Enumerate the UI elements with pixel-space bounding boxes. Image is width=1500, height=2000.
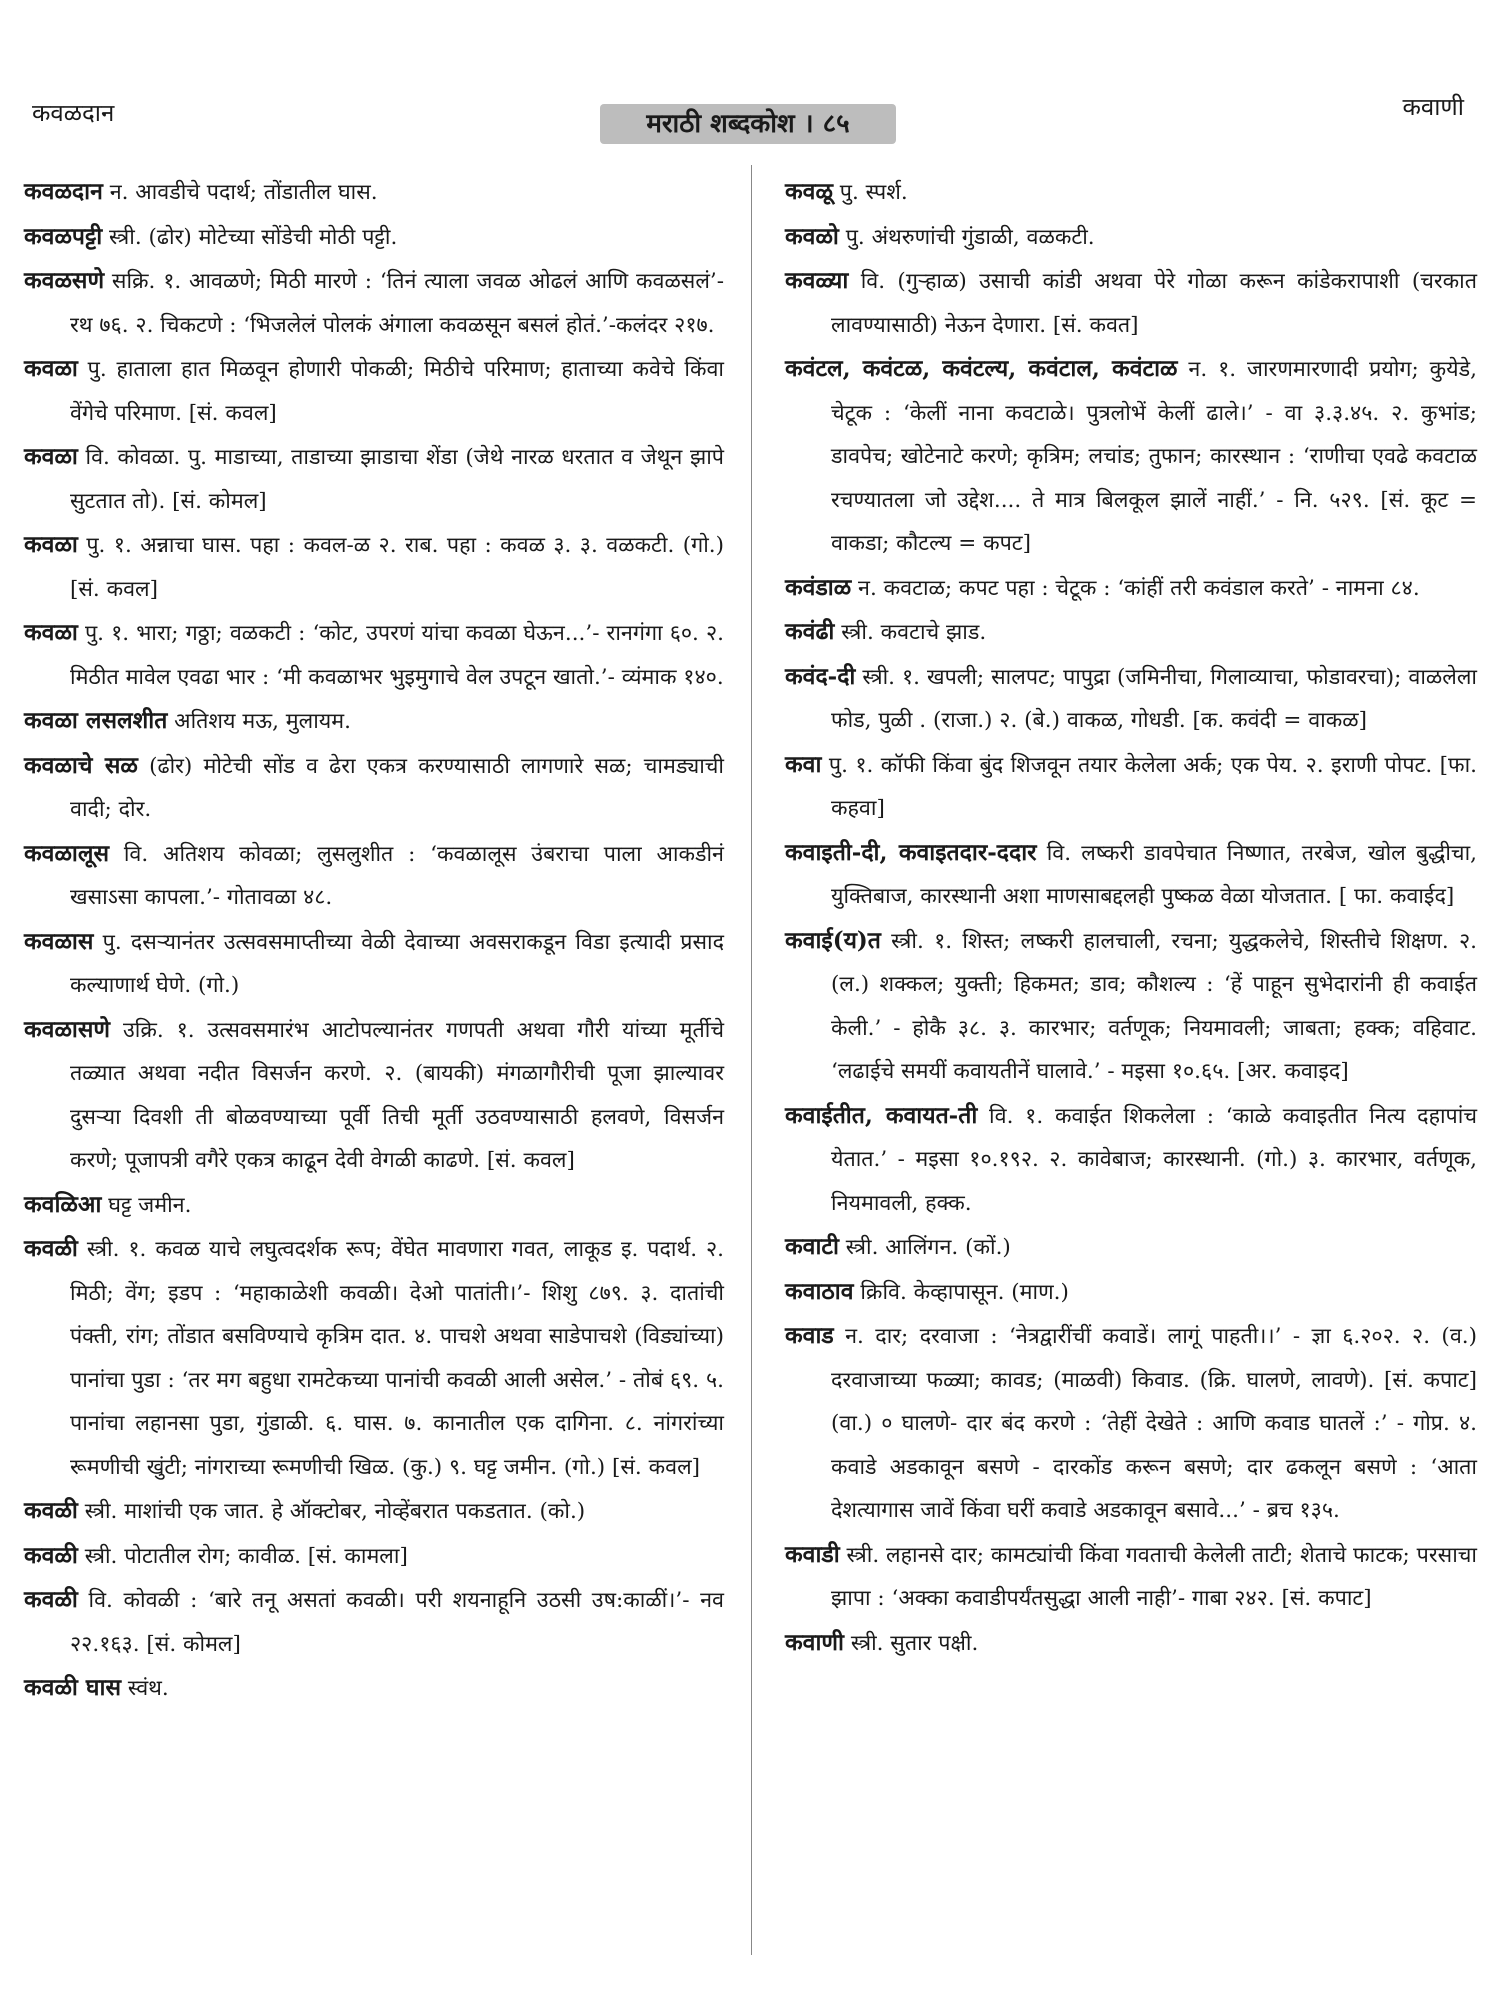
dictionary-entry [24, 259, 724, 347]
page-title: मराठी शब्दकोश । ८५ [600, 104, 896, 144]
definition: वि. कोवळी : ‘बारे तनू असतां कवळी। परी शयनाहूनि उठसी उष:काळीं।’- नव २२.१६३. [सं. कोमल] [70, 1588, 724, 1657]
definition: पु. अंथरुणांची गुंडाळी, वळकटी. [838, 224, 1095, 250]
definition: सक्रि. १. आवळणे; मिठी मारणे : ‘तिनं त्याला जवळ ओढलं आणि कवळसलं’- रथ ७६. २. चिकटणे : ‘भिजलेलं पोलकं अंगाला कवळसून बसलं होतं.’-कलंदर २१७. [70, 269, 724, 338]
dictionary-entry [24, 1534, 724, 1579]
dictionary-entry [785, 1094, 1477, 1226]
headword: कवळी [24, 1541, 78, 1569]
definition: स्वंथ. [121, 1676, 169, 1701]
headword: कवळासणे [24, 1015, 111, 1043]
dictionary-entry [785, 1270, 1477, 1315]
definition: पु. हाताला हात मिळवून होणारी पोकळी; मिठीचे परिमाण; हाताच्या कवेचे किंवा वेंगेचे परिमाण. [सं. कवल] [70, 357, 724, 426]
headword: कवंद-दी [785, 662, 856, 690]
dictionary-entry [785, 170, 1477, 215]
dictionary-entry [785, 743, 1477, 831]
dictionary-entry [24, 1578, 724, 1666]
definition: अतिशय मऊ, मुलायम. [167, 709, 351, 734]
headword: कवळी [24, 1586, 78, 1613]
dictionary-entry [785, 1314, 1477, 1533]
headword: कवाणी [785, 1628, 844, 1656]
dictionary-entry [24, 435, 724, 523]
definition: न. कवटाळ; कपट पहा : चेटूक : ‘कांहीं तरी कवंडाल करते’ - नामना ८४. [851, 575, 1420, 601]
definition: स्त्री. कवटाचे झाड. [834, 620, 987, 645]
headword: कवळसणे [24, 267, 105, 294]
definition: पु. १. कॉफी किंवा बुंद शिजवून तयार केलेला अर्क; एक पेय. २. इराणी पोपट. [फा. कहवा] [821, 752, 1477, 821]
dictionary-entry [24, 1008, 724, 1183]
headword: कवळा लसलशीत [24, 707, 168, 734]
headword: कवंडाळ [785, 573, 852, 601]
definition: क्रिवि. केव्हापासून. (माण.) [853, 1279, 1069, 1305]
left-column [24, 170, 724, 1711]
definition: वि. (गुऱ्हाळ) उसाची कांडी अथवा पेरे गोळा करून कांडेकरापाशी (चरकात लावण्यासाठी) नेऊन देणारा. [सं. कवत] [831, 269, 1477, 338]
column-divider [751, 165, 752, 1955]
dictionary-entry [785, 655, 1477, 743]
headword: कवाई(य)त [785, 926, 881, 954]
definition: उक्रि. १. उत्सवसमारंभ आटोपल्यानंतर गणपती अथवा गौरी यांच्या मूर्तीचे तळ्यात अथवा नदीत विसर्जन करणे. २. (बायकी) मंगळागौरीची पूजा झाल्यावर दुसऱ्या दिवशी ती बोळवण्याच्या पूर्वी तिची मूर्ती उठवण्यासाठी हलवणे, विसर्जन करणे; पूजापत्री वगैरे एकत्र काढून देवी वेगळी काढणे. [सं. कवल] [70, 1017, 724, 1173]
dictionary-entry [24, 699, 724, 744]
dictionary-entry [785, 347, 1477, 566]
definition: स्त्री. १. खपली; सालपट; पापुद्रा (जमिनीचा, गिलाव्याचा, फोडावरचा); वाळलेला फोड, पुळी . (राजा.) २. (बे.) वाकळ, गोधडी. [क. कवंदी = वाकळ] [831, 664, 1477, 733]
definition: स्त्री. आलिंगन. (कों.) [838, 1235, 1011, 1260]
definition: पु. स्पर्श. [832, 180, 908, 205]
right-column [785, 170, 1477, 1665]
dictionary-entry [785, 610, 1477, 655]
definition: वि. १. कवाईत शिकलेला : ‘काळे कवाइतीत नित्य दहापांच येतात.’ - मइसा १०.१९२. २. कावेबाज; कारस्थानी. (गो.) ३. कारभार, वर्तणूक, नियमावली, हक्क. [831, 1103, 1477, 1216]
headword: कवळी घास [24, 1674, 121, 1701]
dictionary-entry [785, 1621, 1477, 1666]
dictionary-entry [785, 919, 1477, 1094]
headword: कवाइती-दी, कवाइतदार-ददार [785, 838, 1037, 866]
headword: कवळाचे सळ [24, 751, 138, 779]
dictionary-entry [24, 523, 724, 611]
headword: कवळपट्टी [24, 222, 103, 250]
dictionary-entry [785, 259, 1477, 347]
definition: स्त्री. १. शिस्त; लष्करी हालचाली, रचना; युद्धकलेचे, शिस्तीचे शिक्षण. २. (ल.) शक्कल; युक्ती; हिकमत; डाव; कौशल्य : ‘हें पाहून सुभेदारांनी ही कवाईत केली.’ - होकै ३८. ३. कारभार; वर्तणूक; नियमावली; जाबता; हक्क; वहिवाट. ‘लढाईचे समयीं कवायतीनें घालावे.’ - मइसा १०.६५. [अर. कवाइद] [831, 928, 1477, 1084]
definition: स्त्री. लहानसे दार; कामट्यांची किंवा गवताची केलेली ताटी; शेताचे फाटक; परसाचा झापा : ‘अक्का कवाडीपर्यंतसुद्धा आली नाही’- गाबा २४२. [सं. कपाट] [831, 1542, 1477, 1611]
dictionary-entry [785, 831, 1477, 919]
dictionary-entry [24, 1489, 724, 1534]
headword: कवळ्या [785, 267, 849, 294]
dictionary-entry [24, 215, 724, 260]
headword: कवंटल, कवंटळ, कवंटल्य, कवंटाल, कवंटाळ [785, 355, 1178, 382]
headword: कवा [785, 750, 822, 778]
definition: स्त्री. पोटातील रोग; कावीळ. [सं. कामला] [77, 1543, 408, 1569]
headword: कवाईतीत, कवायत-ती [785, 1101, 978, 1129]
dictionary-entry [24, 170, 724, 215]
dictionary-entry [785, 566, 1477, 611]
headword: कवळी [24, 1235, 78, 1262]
headword: कवळो [785, 222, 839, 250]
dictionary-entry [24, 347, 724, 435]
headword: कवळी [24, 1497, 78, 1524]
dictionary-entry [785, 1225, 1477, 1270]
dictionary-entry [24, 611, 724, 699]
headword: कवळदान [24, 178, 103, 205]
definition: न. आवडीचे पदार्थ; तोंडातील घास. [102, 180, 378, 205]
right-guide-word: कवाणी [1402, 93, 1464, 121]
definition: पु. १. अन्नाचा घास. पहा : कवल-ळ २. राब. पहा : कवळ ३. ३. वळकटी. (गो.) [सं. कवल] [70, 533, 724, 602]
definition: वि. लष्करी डावपेचात निष्णात, तरबेज, खोल बुद्धीचा, युक्तिबाज, कारस्थानी अशा माणसाबद्दलही पुष्कळ वेळा योजतात. [ फा. कवाईद] [831, 840, 1477, 909]
headword: कवाडी [785, 1540, 840, 1568]
definition: न. दार; दरवाजा : ‘नेत्रद्वारींचीं कवाडें। लागूं पाहती।।’ - ज्ञा ६.२०२. २. (व.) दरवाजाच्या फळ्या; कावड; (माळवी) किवाड. (क्रि. घालणे, लावणे). [सं. कपाट] (वा.) ० घालणे- दार बंद करणे : ‘तेहीं देखेते : आणि कवाड घातलें :’ - गोप्र. ४. कवाडे अडकावून बसणे - दारकोंड करून बसणे; दार ढकलून बसणे : ‘आता देशत्यागास जावें किंवा घरीं कवाडे अडकावून बसावे...’ - ब्रच १३५. [831, 1324, 1477, 1523]
dictionary-entry [24, 744, 724, 832]
dictionary-entry [785, 215, 1477, 260]
definition: न. १. जारणमारणादी प्रयोग; कुयेडे, चेटूक : ‘केलीं नाना कवटाळे। पुत्रलोभें केलीं ढाले।’ - वा ३.३.४५. २. कुभांड; डावपेच; खोटेनाटे करणे; कृत्रिम; लचांड; तुफान; कारस्थान : ‘राणीचा एवढे कवटाळ रचण्यातला जो उद्देश.... ते मात्र बिलकूल झालें नाहीं.’ - नि. ५२९. [सं. कूट = वाकडा; कौटल्य = कपट] [831, 357, 1477, 556]
headword: कवाड [785, 1322, 834, 1349]
left-guide-word: कवळदान [32, 99, 115, 127]
headword: कवळिआ [24, 1190, 102, 1218]
definition: स्त्री. (ढोर) मोटेच्या सोंडेची मोठी पट्टी. [102, 224, 398, 250]
headword: कवळू [785, 178, 833, 205]
definition: (ढोर) मोटेची सोंड व ढेरा एकत्र करण्यासाठी लागणारे सळ; चामड्याची वादी; दोर. [70, 753, 724, 822]
headword: कवळा [24, 619, 78, 646]
definition: पु. दसऱ्यानंतर उत्सवसमाप्तीच्या वेळी देवाच्या अवसराकडून विडा इत्यादी प्रसाद कल्याणार्थ घेणे. (गो.) [70, 929, 724, 998]
headword: कवाटी [785, 1233, 839, 1260]
headword: कवंढी [785, 618, 835, 645]
dictionary-entry [24, 1183, 724, 1228]
headword: कवळा [24, 531, 78, 558]
definition: स्त्री. १. कवळ याचे लघुत्वदर्शक रूप; वेंघेत मावणारा गवत, लाकूड इ. पदार्थ. २. मिठी; वेंग; इडप : ‘महाकाळेशी कवळी। देओ पातांती।’- शिशु ८७९. ३. दातांची पंक्ती, रांग; तोंडात बसविण्याचे कृत्रिम दात. ४. पाचशे अथवा साडेपाचशे (विड्यांच्या) पानांचा पुडा : ‘तर मग बहुधा रामटेकच्या पानांची कवळी आली असेल.’ - तोबं ६९. ५. पानांचा लहानसा पुडा, गुंडाळी. ६. घास. ७. कानातील एक दागिना. ८. नांगरांच्या रूमणीची खुंटी; नांगराच्या रूमणीची खिळ. (कु.) ९. घट्ट जमीन. (गो.) [सं. कवल] [70, 1237, 724, 1480]
definition: वि. कोवळा. पु. माडाच्या, ताडाच्या झाडाचा शेंडा (जेथे नारळ धरतात व जेथून झापे सुटतात तो). [सं. कोमल] [70, 445, 724, 514]
dictionary-entry [24, 920, 724, 1008]
headword: कवळास [24, 927, 94, 955]
definition: घट्ट जमीन. [101, 1192, 192, 1218]
dictionary-entry [785, 1533, 1477, 1621]
definition: वि. अतिशय कोवळा; लुसलुशीत : ‘कवळालूस उंबराचा पाला आकडीनं खसाऽसा कापला.’- गोतावळा ४८. [70, 841, 724, 910]
headword: कवळा [24, 355, 78, 382]
definition: स्त्री. माशांची एक जात. हे ऑक्टोबर, नोव्हेंबरात पकडतात. (को.) [77, 1499, 586, 1524]
headword: कवाठाव [785, 1277, 854, 1305]
headword: कवळालूस [24, 839, 110, 867]
dictionary-entry [24, 1227, 724, 1489]
dictionary-entry [24, 1666, 724, 1711]
dictionary-entry [24, 832, 724, 920]
definition: पु. १. भारा; गठ्ठा; वळकटी : ‘कोट, उपरणं यांचा कवळा घेऊन...’- रानगंगा ६०. २. मिठीत मावेल एवढा भार : ‘मी कवळाभर भुइमुगाचे वेल उपटून खातो.’- व्यंमाक १४०. [70, 621, 724, 690]
definition: स्त्री. सुतार पक्षी. [844, 1630, 979, 1656]
headword: कवळा [24, 443, 78, 470]
